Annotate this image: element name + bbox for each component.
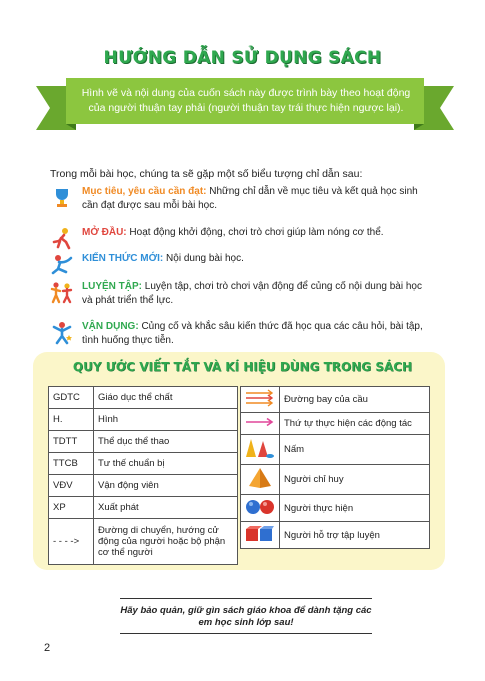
abbr-code: XP (49, 497, 94, 519)
abbr-meaning: Xuất phát (94, 497, 238, 519)
symbol-meaning: Đường bay của cầu (280, 387, 430, 413)
conventions-title: QUY ƯỚC VIẾT TẮT VÀ KÍ HIỆU DÙNG TRONG SÁCH (72, 360, 413, 374)
table-row (49, 409, 238, 431)
table-row (241, 413, 430, 435)
abbr-code: H. (49, 409, 94, 431)
abbr-meaning: Đường di chuyển, hướng cử động của người hoặc bộ phận cơ thể người (94, 519, 238, 565)
abbr-code: TTCB (49, 453, 94, 475)
table-row (241, 495, 430, 522)
table-row (49, 431, 238, 453)
legend-item-objectives (50, 185, 430, 226)
table-row (241, 387, 430, 413)
abbr-code: VĐV (49, 475, 94, 497)
table-row (241, 465, 430, 495)
table-row (241, 435, 430, 465)
symbol-meaning: Thứ tự thực hiện các động tác (280, 413, 430, 435)
handedness-note: Hình vẽ và nội dung của cuốn sách này được trình bày theo hoạt động của người thuận tay phải (người thuận tay trái thực hiện ngược lại). (81, 87, 411, 114)
table-row (49, 387, 238, 409)
legend-item-practice (50, 280, 430, 320)
pink-arrow-icon (245, 417, 275, 427)
legend-item-new-knowledge (50, 252, 430, 280)
book-care-motto: Hãy bảo quản, giữ gìn sách giáo khoa để dành tặng các em học sinh lớp sau! (120, 605, 372, 628)
legend-term: LUYỆN TẬP: (82, 281, 142, 292)
legend-desc: Củng cố và khắc sâu kiến thức đã học qua các câu hỏi, bài tập, tình huống thực tiễn. (82, 321, 423, 346)
legend-desc: Những chỉ dẫn về mục tiêu và kết quả học sinh cần đạt được sau mỗi bài học. (82, 186, 418, 211)
shuttle-path-arrows-icon (245, 389, 275, 407)
symbol-meaning: Người chỉ huy (280, 465, 430, 495)
motto-divider-top (120, 598, 372, 599)
legend-desc: Nội dung bài học. (163, 253, 244, 264)
table-row (241, 522, 430, 549)
notice-ribbon (36, 72, 454, 138)
cubes-icon (245, 525, 275, 543)
symbol-meaning: Người hỗ trợ tập luyện (280, 522, 430, 549)
runner-icon (50, 227, 74, 251)
icon-legend (50, 185, 430, 360)
target-trophy-icon (50, 186, 74, 210)
abbr-meaning: Vận động viên (94, 475, 238, 497)
abbr-meaning: Tư thế chuẩn bị (94, 453, 238, 475)
spheres-icon (245, 498, 275, 516)
table-row (49, 497, 238, 519)
symbols-table (240, 386, 430, 549)
symbol-meaning: Người thực hiện (280, 495, 430, 522)
abbr-meaning: Giáo dục thể chất (94, 387, 238, 409)
abbr-meaning: Thể dục thể thao (94, 431, 238, 453)
abbr-code: - - - -> (49, 519, 94, 565)
abbr-code: GDTC (49, 387, 94, 409)
legend-desc: Hoạt động khởi động, chơi trò chơi giúp làm nóng cơ thể. (126, 227, 384, 238)
motto-divider-bottom (120, 633, 372, 634)
legend-term: KIẾN THỨC MỚI: (82, 253, 164, 264)
table-row (49, 453, 238, 475)
symbol-meaning: Nấm (280, 435, 430, 465)
stretching-figure-icon (50, 253, 74, 277)
table-row (49, 519, 238, 565)
two-players-icon (50, 281, 74, 305)
page-title: HƯỚNG DẪN SỬ DỤNG SÁCH (103, 48, 382, 68)
table-row (49, 475, 238, 497)
legend-term: Mục tiêu, yêu cầu cần đạt: (82, 186, 207, 197)
cone-markers-icon (245, 437, 275, 459)
page-number: 2 (44, 642, 51, 654)
legend-desc: Luyện tập, chơi trò chơi vận động để củng cố nội dung bài học và phát triển thể lực. (82, 281, 422, 306)
star-figure-icon (50, 321, 74, 345)
abbreviations-table (48, 386, 238, 565)
orange-pyramid-icon (245, 467, 275, 489)
intro-text: Trong mỗi bài học, chúng ta sẽ gặp một số biểu tượng chỉ dẫn sau: (50, 168, 363, 180)
legend-item-warmup (50, 226, 430, 252)
legend-term: MỞ ĐẦU: (82, 227, 127, 238)
abbr-meaning: Hình (94, 409, 238, 431)
legend-term: VẬN DỤNG: (82, 321, 139, 332)
abbr-code: TDTT (49, 431, 94, 453)
